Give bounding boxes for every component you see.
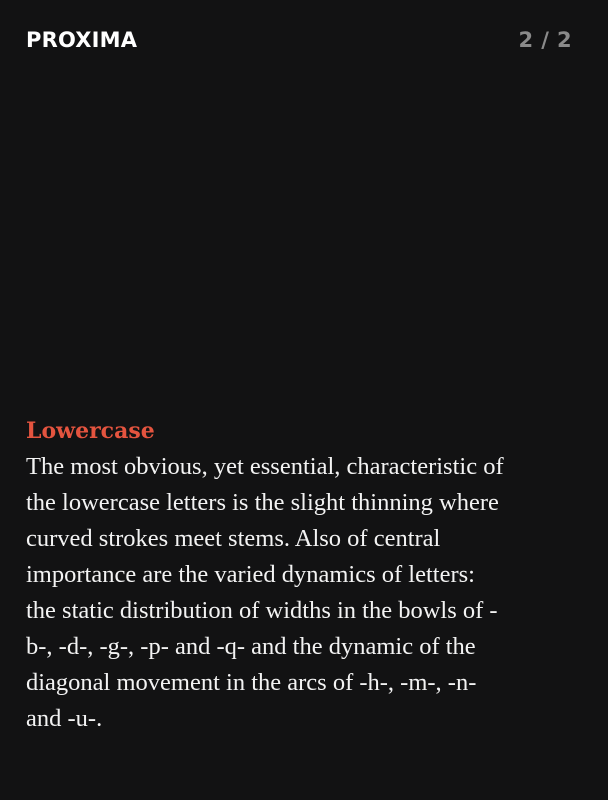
section-body: The most obvious, yet essential, characteristic of the lowercase letters is the slight thinning where curved strokes meet stems. Also of central importance are the varied dynamics of letters: the static distribution of widths in the bowls of -b-, -d-, -g-, -p- and -q- and the dynamic of the diagonal movement in the arcs of -h-, -m-, -n- and -u-. <box>26 453 504 732</box>
section-content <box>26 415 506 737</box>
page-indicator: 2 / 2 <box>518 28 572 52</box>
brand-title: PROXIMA <box>26 28 138 52</box>
section-title: Lowercase <box>26 418 155 444</box>
header <box>26 24 572 58</box>
